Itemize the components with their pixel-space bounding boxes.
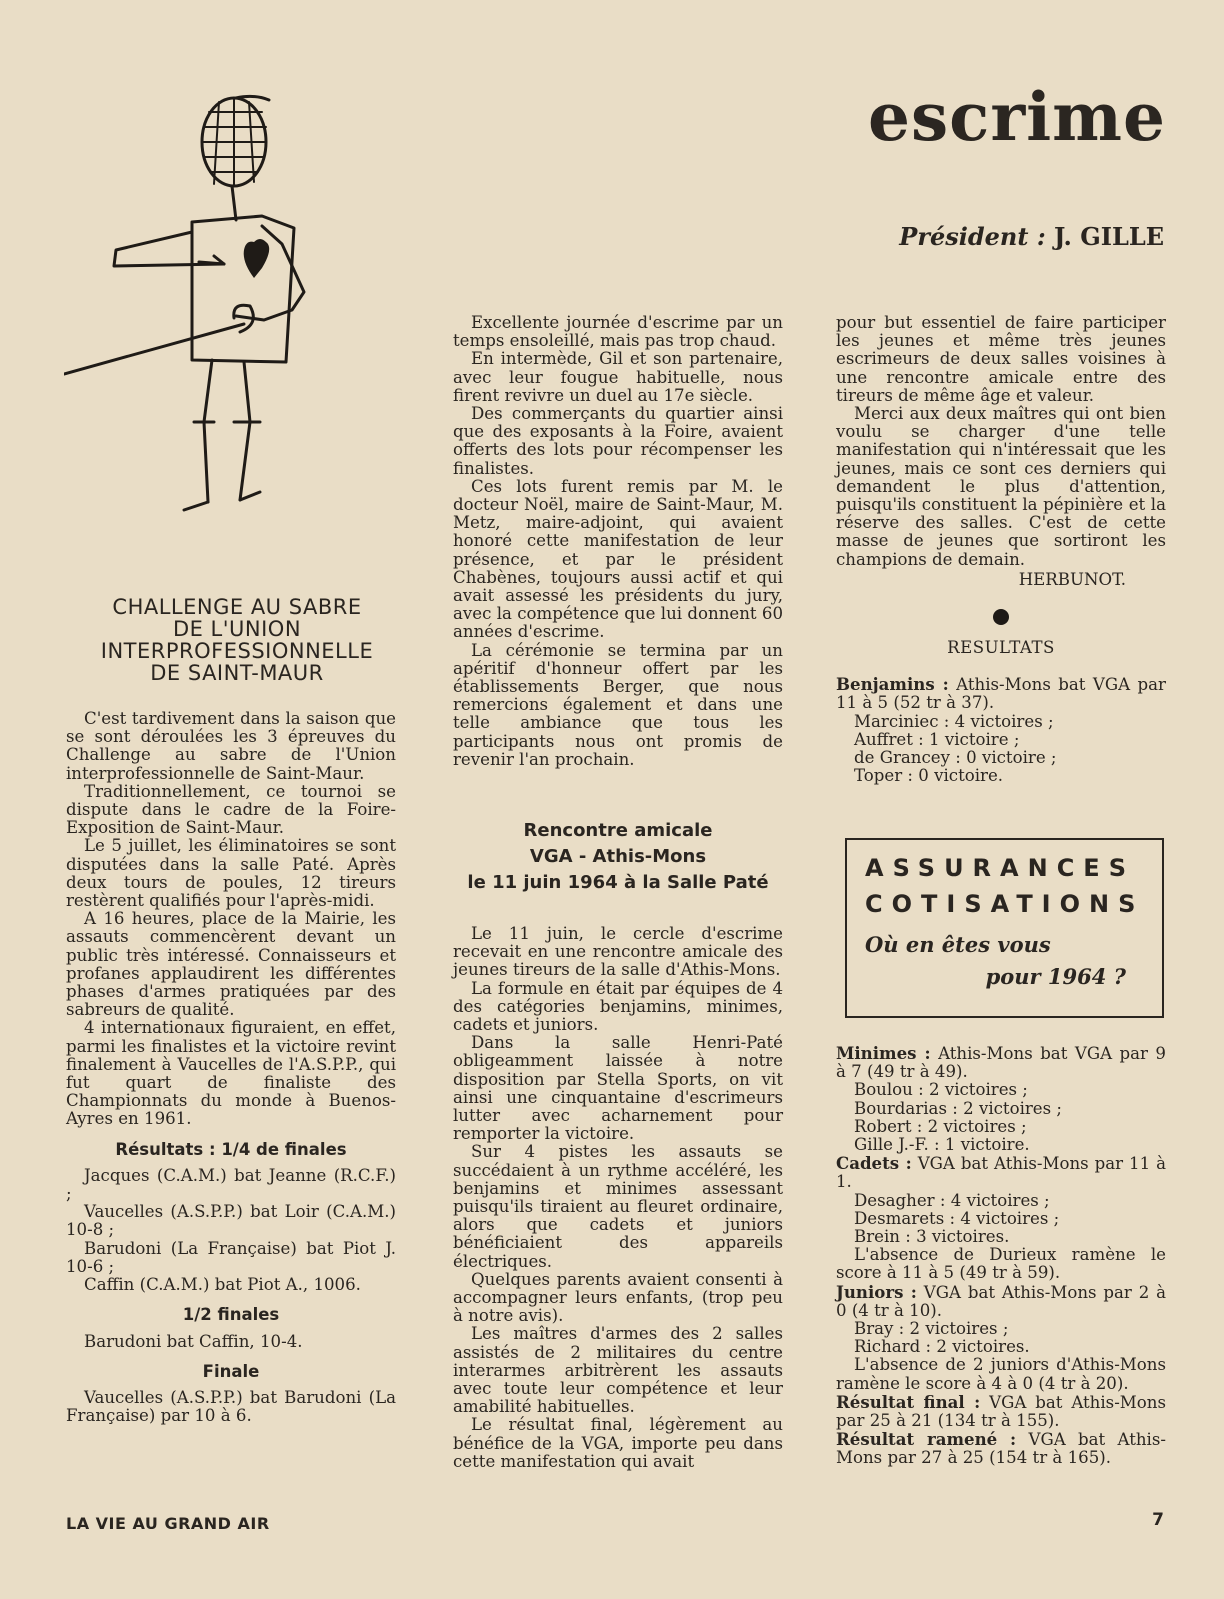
challenge-title-line: INTERPROFESSIONNELLE (100, 639, 374, 663)
president-line (899, 222, 1164, 251)
score-line: Toper : 0 victoire. (854, 766, 1004, 786)
challenge-title-line: DE SAINT-MAUR (150, 661, 324, 685)
box-line: ASSURANCES (865, 854, 1135, 882)
score-line: Robert : 2 victoires ; (854, 1116, 1027, 1136)
paragraph: Le 5 juillet, les éliminatoires se sont disputées dans la salle Paté. Après deux tours de poules, 12 tireurs restèrent qualifiés pour l'après-midi. (66, 836, 396, 911)
cadets-note: L'absence de Durieux ramène le score à 11 à 5 (49 tr à 59). (836, 1245, 1166, 1283)
bullet-icon (993, 609, 1009, 625)
category-label: Minimes : (836, 1043, 931, 1063)
category-result: VGA bat Athis-Mons par 2 à 0 (4 tr à 10). (836, 1282, 1166, 1320)
president-label: Président : (899, 222, 1046, 251)
score-line: Gille J.-F. : 1 victoire. (854, 1135, 1030, 1155)
rencontre-article (453, 925, 783, 1471)
paragraph: A 16 heures, place de la Mairie, les assauts commencèrent devant un public très intéressé. Connaisseurs et profanes applaudirent les différentes phases d'armes pratiquées par des sabreurs de qualité. (66, 909, 396, 1020)
score-line: Desmarets : 4 victoires ; (854, 1208, 1060, 1228)
result-line: Vaucelles (A.S.P.P.) bat Barudoni (La Française) par 10 à 6. (66, 1387, 396, 1426)
suite-article (836, 314, 1166, 785)
result-line: Barudoni bat Caffin, 10-4. (84, 1331, 303, 1351)
paragraph: 4 internationaux figuraient, en effet, parmi les finalistes et la victoire revint finalement à Vaucelles de l'A.S.P.P., qui fut quart de finaliste des Championnats du monde à Buenos-Ayres en 1961. (66, 1018, 396, 1129)
page-number: 7 (1152, 1510, 1164, 1530)
category-result: Athis-Mons bat VGA par 9 à 7 (49 tr à 49). (836, 1044, 1166, 1082)
paragraph: Traditionnellement, ce tournoi se dispute dans le cadre de la Foire-Exposition de Saint-Maur. (66, 781, 396, 838)
score-line: Auffret : 1 victoire ; (854, 729, 1020, 749)
paragraph: Merci aux deux maîtres qui ont bien voulu se charger d'une telle manifestation qui n'intéressait que les jeunes, mais ce sont ces derniers qui demandent le plus d'attention, puisqu'ils constituent la pépinière et la réserve des salles. C'est de cette masse de jeunes que sortiront les champions de demain. (836, 404, 1166, 569)
final-result (836, 1393, 1166, 1430)
benjamins-result (836, 675, 1166, 712)
category-result: Athis-Mons bat VGA par 11 à 5 (52 tr à 37). (836, 675, 1166, 713)
rencontre-title (453, 818, 783, 896)
journee-article (453, 314, 783, 769)
score-line: Boulou : 2 victoires ; (854, 1080, 1028, 1100)
paragraph: La cérémonie se termina par un apéritif d'honneur offert par les établissements Berger, que nous remercions également et dans une telle ambiance que tous les participants nous ont promis de revenir l'an prochain. (453, 640, 783, 769)
paragraph: Le 11 juin, le cercle d'escrime recevait en une rencontre amicale des jeunes tireurs de la salle d'Athis-Mons. (453, 924, 783, 980)
category-result: VGA bat Athis-Mons par 27 à 25 (154 tr à 165). (836, 1430, 1166, 1468)
final-title: Finale (202, 1361, 260, 1381)
result-line: Caffin (C.A.M.) bat Piot A., 1006. (84, 1275, 361, 1295)
paragraph: C'est tardivement dans la saison que se sont déroulées les 3 épreuves du Challenge au sabre de l'Union interprofessionnelle de Saint-Maur. (66, 709, 396, 783)
challenge-title-line: CHALLENGE AU SABRE (112, 595, 362, 619)
score-line: Bourdarias : 2 victoires ; (854, 1098, 1063, 1118)
box-line: COTISATIONS (865, 890, 1145, 918)
score-line: Richard : 2 victoires. (854, 1337, 1030, 1357)
president-name: J. GILLE (1054, 222, 1164, 251)
category-result: VGA bat Athis-Mons par 25 à 21 (134 tr à 155). (836, 1392, 1166, 1431)
score-line: Brein : 3 victoires. (854, 1227, 1010, 1247)
paragraph: Ces lots furent remis par M. le docteur Noël, maire de Saint-Maur, M. Metz, maire-adjoint, qui avaient honoré cette manifestation de leur présence, et par le président Chabènes, toujours aussi actif et qui avait assessé les présidents du jury, avec la compétence que lui donnent 60 années d'escrime. (453, 476, 783, 642)
score-line: Bray : 2 victoires ; (854, 1319, 1009, 1339)
fencer-illustration (64, 92, 324, 532)
signature: HERBUNOT. (1018, 569, 1126, 589)
result-line: Vaucelles (A.S.P.P.) bat Loir (C.A.M.) 10-8 ; (66, 1202, 396, 1240)
results-title: RESULTATS (947, 638, 1055, 658)
paragraph: Excellente journée d'escrime par un temps ensoleillé, mais pas trop chaud. (453, 313, 783, 351)
semi-finals-title: 1/2 finales (182, 1305, 280, 1325)
paragraph: Les maîtres d'armes des 2 salles assistés de 2 militaires du centre interarmes arbitrèrent les assauts avec toute leur compétence et leur amabilité habituelles. (453, 1324, 783, 1417)
page-title: escrime (867, 78, 1166, 156)
paragraph: Le résultat final, légèrement au bénéfice de la VGA, importe peu dans cette manifestation qui avait (453, 1415, 783, 1471)
category-result: VGA bat Athis-Mons par 11 à 1. (836, 1154, 1166, 1192)
rencontre-title-line: le 11 juin 1964 à la Salle Paté (467, 872, 769, 893)
paragraph: Dans la salle Henri-Paté obligeamment laissée à notre disposition par Stella Sports, on vit ainsi une cinquantaine d'escrimeurs lutter avec acharnement pour remporter la victoire. (453, 1033, 783, 1144)
cadets-result (836, 1154, 1166, 1191)
paragraph: En intermède, Gil et son partenaire, avec leur fougue habituelle, nous firent revivre un duel au 17e siècle. (453, 349, 783, 405)
challenge-title (74, 596, 400, 684)
results-continued (836, 1044, 1166, 1468)
paragraph: Sur 4 pistes les assauts se succédaient à un rythme accéléré, les benjamins et minimes assessant puisqu'ils tiraient au fleuret ordinaire, alors que cadets et juniors bénéficiaient des appareils électriques. (453, 1142, 783, 1271)
rencontre-title-line: VGA - Athis-Mons (529, 846, 707, 867)
category-label: Juniors : (836, 1281, 917, 1302)
score-line: de Grancey : 0 victoire ; (854, 748, 1057, 768)
challenge-article (66, 710, 396, 1425)
result-line: Barudoni (La Française) bat Piot J. 10-6 ; (66, 1238, 396, 1276)
score-line: Marciniec : 4 victoires ; (854, 711, 1054, 731)
category-label: Cadets : (836, 1153, 912, 1174)
rencontre-title-line: Rencontre amicale (523, 820, 713, 841)
paragraph: Des commerçants du quartier ainsi que des exposants à la Foire, avaient offerts des lots pour récompenser les finalistes. (453, 404, 783, 478)
quarter-finals-title: Résultats : 1/4 de finales (115, 1139, 347, 1159)
category-label: Résultat final : (836, 1391, 981, 1412)
paragraph: Quelques parents avaient consenti à accompagner leurs enfants, (trop peu à notre avis). (453, 1269, 783, 1326)
category-label: Résultat ramené : (836, 1429, 1017, 1450)
box-line: Où en êtes vous (865, 932, 1051, 957)
paragraph: La formule en était par équipes de 4 des catégories benjamins, minimes, cadets et juniors. (453, 978, 783, 1035)
ramene-result (836, 1430, 1166, 1467)
score-line: Desagher : 4 victoires ; (854, 1190, 1050, 1210)
juniors-result (836, 1283, 1166, 1320)
paragraph: pour but essentiel de faire participer les jeunes et même très jeunes escrimeurs de deux salles voisines à une rencontre amicale entre des tireurs de même âge et valeur. (836, 313, 1166, 405)
minimes-result (836, 1044, 1166, 1081)
heart-icon (244, 239, 269, 278)
juniors-note: L'absence de 2 juniors d'Athis-Mons ramène le score à 4 à 0 (4 tr à 20). (836, 1355, 1166, 1393)
result-line: Jacques (C.A.M.) bat Jeanne (R.C.F.) ; (66, 1165, 396, 1204)
category-label: Benjamins : (836, 674, 949, 695)
magazine-name: LA VIE AU GRAND AIR (66, 1514, 270, 1533)
box-line: pour 1964 ? (985, 964, 1126, 989)
challenge-title-line: DE L'UNION (172, 617, 302, 641)
assurances-box (845, 838, 1164, 1018)
